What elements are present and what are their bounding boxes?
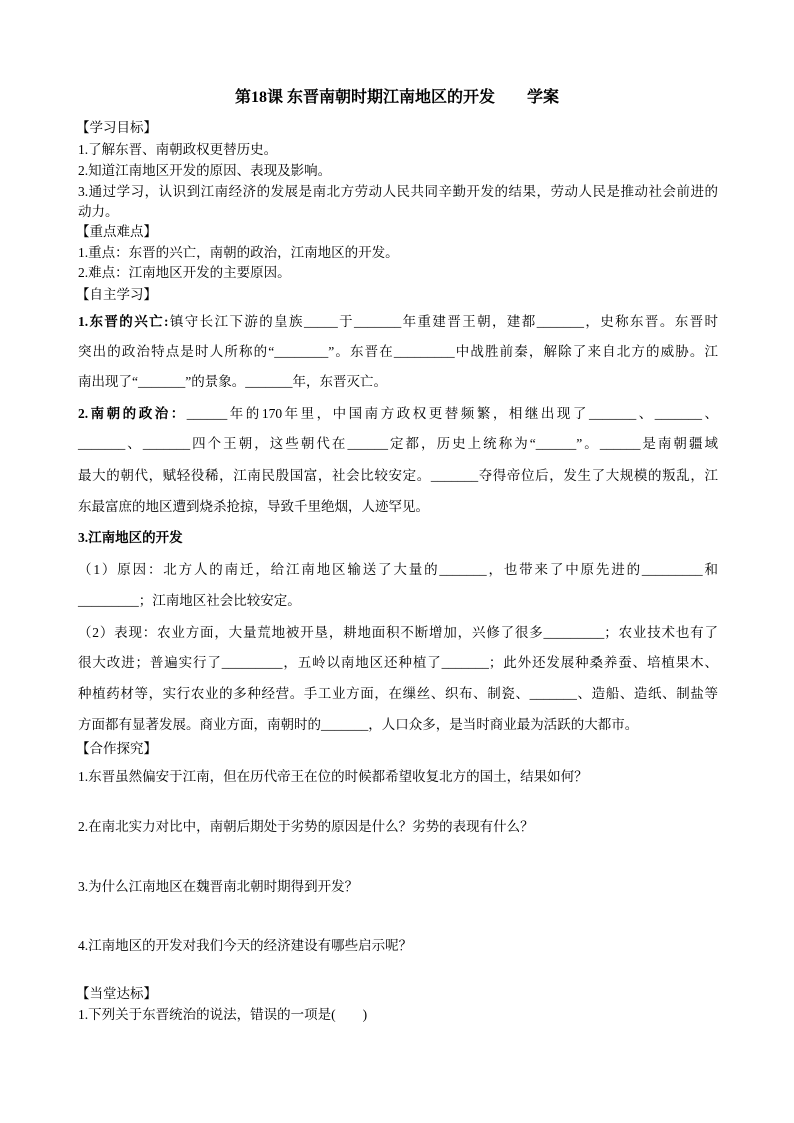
practice-question: 1.下列关于东晋统治的说法，错误的一项是( ) <box>78 1007 368 1022</box>
page-title: 第18课 东晋南朝时期江南地区的开发 学案 <box>234 89 559 106</box>
q3-reasons-line: （1）原因：北方人的南迁，给江南地区输送了大量的_______，也带来了中原先进的_________和 <box>78 562 718 577</box>
q2-line: 最大的朝代，赋轻役稀，江南民殷国富，社会比较安定。_______夺得帝位后，发生了大规模的叛乱，江 <box>78 468 718 483</box>
cooperation-question: 1.东晋虽然偏安于江南，但在历代帝王在位的时候都希望收复北方的国土，结果如何？ <box>78 769 588 784</box>
q2-line: _______、_______四个王朝，这些朝代在______定都，历史上统称为“______”。______是南朝疆域 <box>78 436 718 451</box>
q1-label: 1.东晋的兴亡: <box>78 314 169 329</box>
objective-item: 3.通过学习，认识到江南经济的发展是南北方劳动人民共同辛勤开发的结果，劳动人民是推动社会前进的 <box>78 184 718 199</box>
q3-performance-line: 方面都有显著发展。商业方面，南朝时的_______，人口众多，是当时商业最为活跃的大都市。 <box>78 717 639 732</box>
objectives-heading: 【学习目标】 <box>76 120 157 135</box>
q3-performance-line: 种植药材等，实行农业的多种经营。手工业方面，在缫丝、织布、制瓷、_______、造船、造纸、制盐等 <box>78 686 718 701</box>
q3-reasons-line: _________；江南地区社会比较安定。 <box>78 593 301 608</box>
q2-line: 东最富庶的地区遭到烧杀抢掠，导致千里绝烟，人迹罕见。 <box>78 499 429 514</box>
q1-line: 南出现了“_______”的景象。_______年，东晋灭亡。 <box>78 374 387 389</box>
key-point-item: 2.难点：江南地区开发的主要原因。 <box>78 265 291 280</box>
objective-item-continued: 动力。 <box>78 204 119 219</box>
q3-performance-line: （2）表现：农业方面，大量荒地被开垦，耕地面积不断增加，兴修了很多_________；农业技术也有了 <box>78 625 718 640</box>
q2-label: 2.南朝的政治： <box>78 406 187 421</box>
q3-label: 3.江南地区的开发 <box>78 530 183 545</box>
objective-item: 1.了解东晋、南朝政权更替历史。 <box>78 142 278 157</box>
key-points-heading: 【重点难点】 <box>76 224 157 239</box>
cooperation-question: 4.江南地区的开发对我们今天的经济建设有哪些启示呢？ <box>78 938 413 953</box>
objective-item: 2.知道江南地区开发的原因、表现及影响。 <box>78 163 332 178</box>
q3-performance-line: 很大改进；普遍实行了_________，五岭以南地区还种植了_______；此外还发展种桑养蚕、培植果木、 <box>78 655 718 670</box>
cooperation-question: 2.在南北实力对比中，南朝后期处于劣势的原因是什么？劣势的表现有什么？ <box>78 819 534 834</box>
cooperation-heading: 【合作探究】 <box>76 741 157 756</box>
cooperation-question: 3.为什么江南地区在魏晋南北朝时期得到开发？ <box>78 879 359 894</box>
practice-heading: 【当堂达标】 <box>76 986 157 1001</box>
q1-text: 镇守长江下游的皇族_____于_______年重建晋王朝，建都_______，史称东晋。东晋时 <box>168 314 719 329</box>
q3-heading <box>78 528 183 548</box>
self-study-heading: 【自主学习】 <box>76 287 157 302</box>
q2-text: ______年的170年里，中国南方政权更替频繁，相继出现了_______、_______、 <box>186 406 719 421</box>
q1-line <box>78 312 718 332</box>
q2-line <box>78 404 718 424</box>
q1-line: 突出的政治特点是时人所称的“________”。东晋在_________中战胜前秦，解除了来自北方的威胁。江 <box>78 344 718 359</box>
key-point-item: 1.重点：东晋的兴亡，南朝的政治，江南地区的开发。 <box>78 245 399 260</box>
